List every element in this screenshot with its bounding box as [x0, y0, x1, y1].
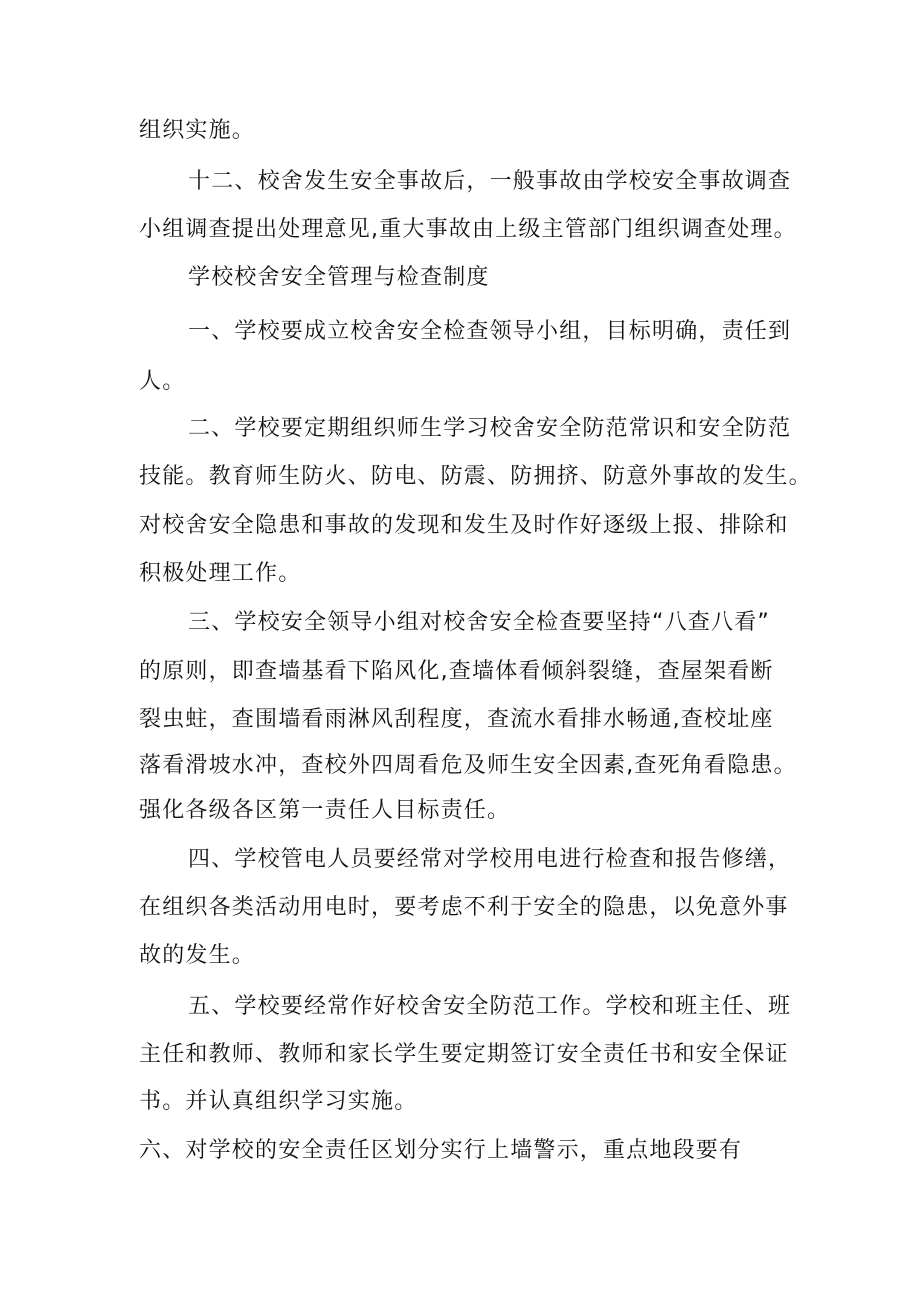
text-line: 主任和教师、教师和家长学生要定期签订安全责任书和安全保证: [139, 1042, 789, 1067]
paragraph-one-start: 一、学校要成立校舍安全检查领导小组，目标明确，责任到: [188, 319, 792, 344]
text-line: 在组织各类活动用电时，要考虑不利于安全的隐患，以免意外事: [139, 895, 789, 920]
paragraph-six-start: 六、对学校的安全责任区划分实行上墙警示，重点地段要有: [139, 1138, 743, 1163]
text-line: 的原则，即查墙基看下陷风化,查墙体看倾斜裂缝，查屋架看断: [139, 659, 774, 684]
paragraph-three-start: 三、学校安全领导小组对校舍安全检查要坚持“八查八看”: [188, 610, 770, 635]
text-line: 书。并认真组织学习实施。: [139, 1089, 418, 1114]
text-line: 小组调查提出处理意见,重大事故由上级主管部门组织调查处理。: [139, 217, 797, 242]
text-line: 积极处理工作。: [139, 561, 302, 586]
text-line: 裂虫蛀，查围墙看雨淋风刮程度，查流水看排水畅通,查校址座: [139, 707, 774, 732]
text-line: 对校舍安全隐患和事故的发现和发生及时作好逐级上报、排除和: [139, 513, 789, 538]
paragraph-five-start: 五、学校要经常作好校舍安全防范工作。学校和班主任、班: [188, 994, 792, 1019]
text-line: 落看滑坡水冲，查校外四周看危及师生安全因素,查死角看隐患。: [139, 753, 797, 778]
text-line: 组织实施。: [139, 118, 256, 143]
paragraph-two-start: 二、学校要定期组织师生学习校舍安全防范常识和安全防范: [188, 416, 792, 441]
text-line: 故的发生。: [139, 943, 256, 968]
text-line: 人。: [139, 369, 186, 394]
text-line: 强化各级各区第一责任人目标责任。: [139, 798, 511, 823]
text-line: 技能。教育师生防火、防电、防震、防拥挤、防意外事故的发生。: [139, 464, 812, 489]
section-title: 学校校舍安全管理与检查制度: [188, 265, 490, 290]
paragraph-twelve-start: 十二、校舍发生安全事故后，一般事故由学校安全事故调查: [188, 169, 792, 194]
paragraph-four-start: 四、学校管电人员要经常对学校用电进行检查和报告修缮，: [188, 847, 792, 872]
